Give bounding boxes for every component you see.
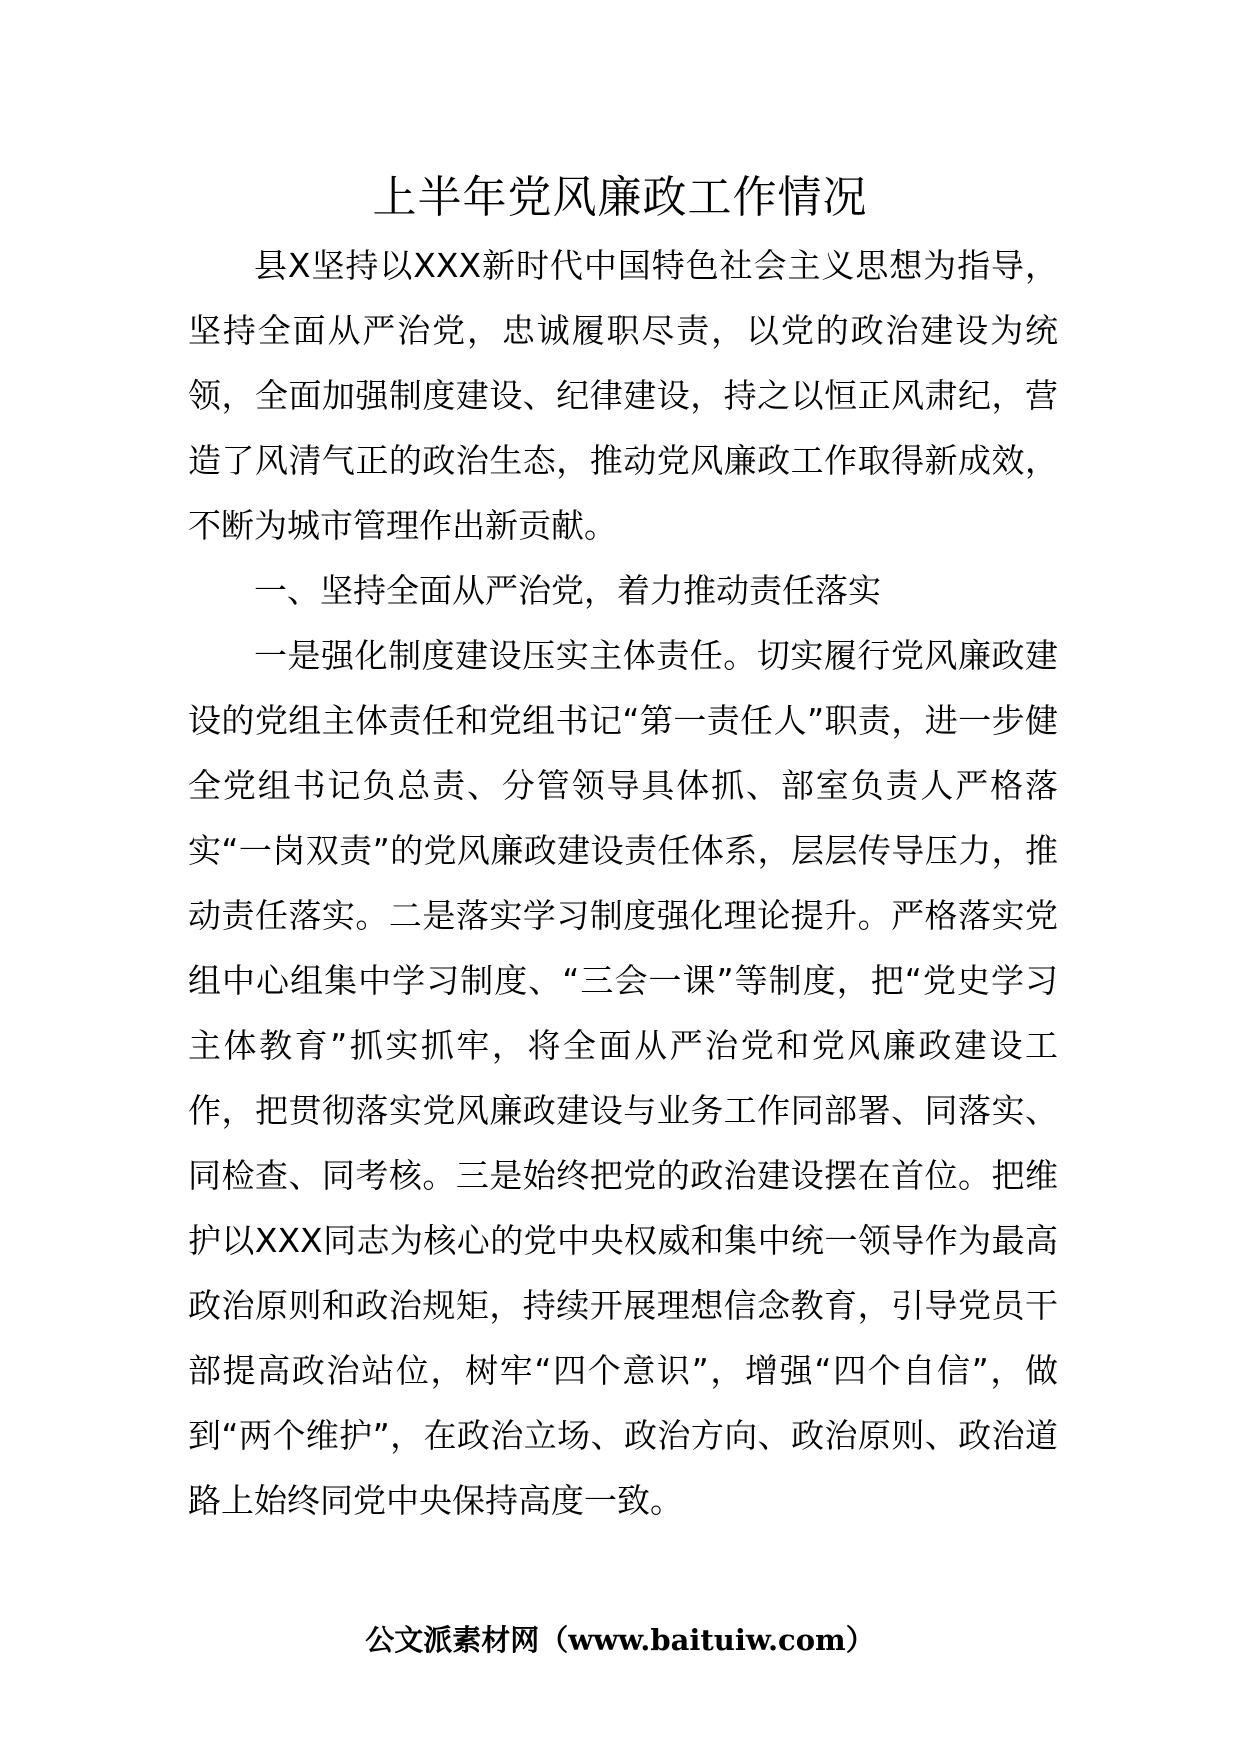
section-1-paragraph: 一是强化制度建设压实主体责任。切实履行党风廉政建设的党组主体责任和党组书记“第一责任人”职责，进一步健全党组书记负总责、分管领导具体抓、部室负责人严格落实“一岗双责”的党风廉政建设责任体系，层层传导压力，推动责任落实。二是落实学习制度强化理论提升。严格落实党组中心组集中学习制度、“三会一课”等制度，把“党史学习主体教育”抓实抓牢，将全面从严治党和党风廉政建设工作，把贯彻落实党风廉政建设与业务工作同部署、同落实、同检查、同考核。三是始终把党的政治建设摆在首位。把维护以XXX同志为核心的党中央权威和集中统一领导作为最高政治原则和政治规矩，持续开展理想信念教育，引导党员干部提高政治站位，树牢“四个意识”，增强“四个自信”，做到“两个维护”，在政治立场、政治方向、政治原则、政治道路上始终同党中央保持高度一致。 [188,636,1058,1520]
footer-source-text: 公文派素材网（www.baituiw.com） [365,1623,875,1657]
document-title: 上半年党风廉政工作情况 [372,172,868,223]
section-heading-1: 一、坚持全面从严治党，着力推动责任落实 [254,571,881,610]
document-body [188,233,1058,1533]
intro-paragraph: 县X坚持以XXX新时代中国特色社会主义思想为指导，坚持全面从严治党，忠诚履职尽责，以党的政治建设为统领，全面加强制度建设、纪律建设，持之以恒正风肃纪，营造了风清气正的政治生态，推动党风廉政工作取得新成效，不断为城市管理作出新贡献。 [188,246,1058,545]
